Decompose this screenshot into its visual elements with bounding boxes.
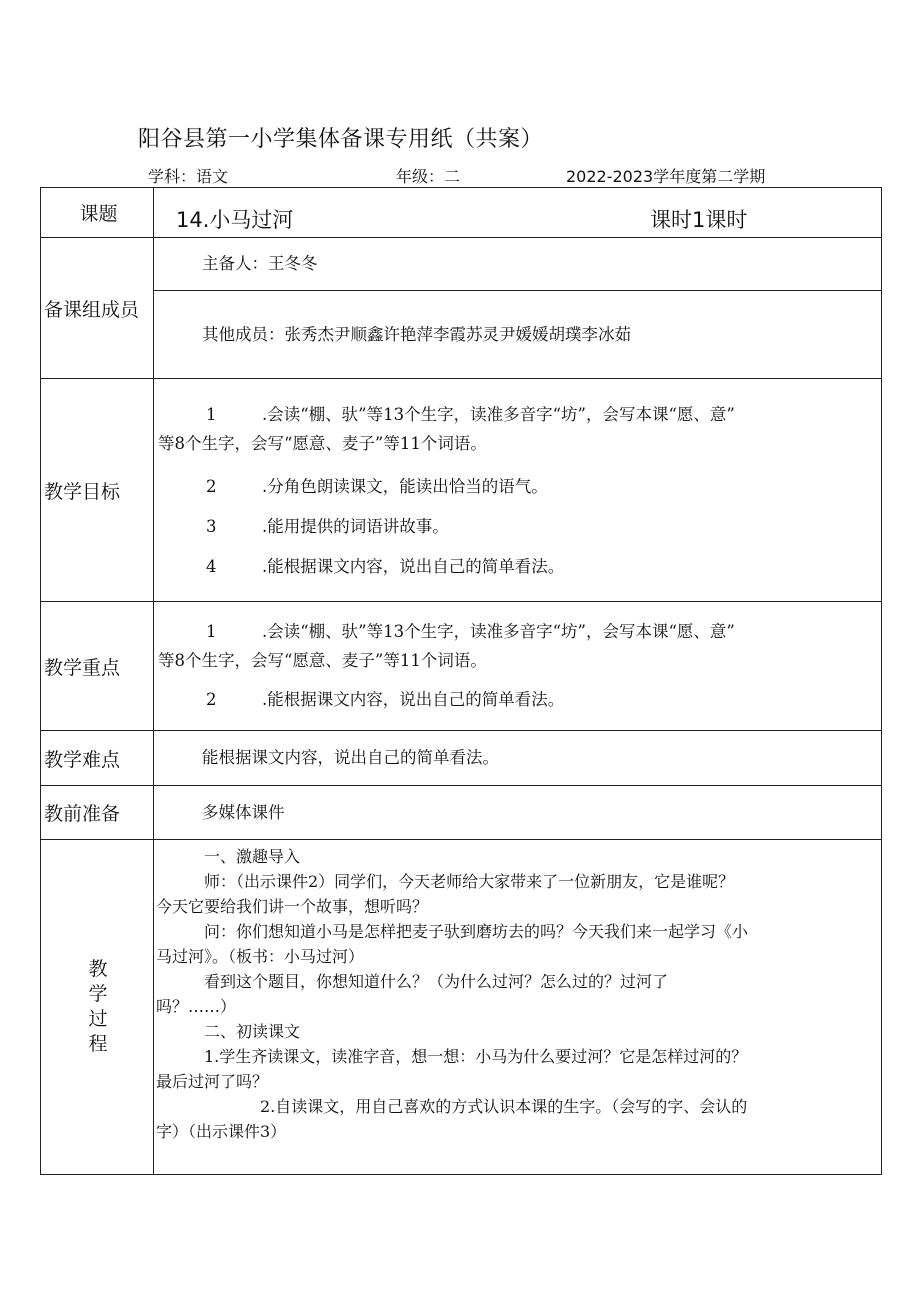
difficulty-cell bbox=[154, 731, 882, 786]
keypoints-label: 教学重点 bbox=[41, 602, 154, 731]
keypoint-item-1: 1 .会读“棚、驮”等13个生字，读准多音字“坊”，会写本课“愿、意” bbox=[206, 622, 735, 641]
keypoint-item-2: 2 .能根据课文内容，说出自己的简单看法。 bbox=[206, 690, 565, 709]
term-label: 2022-2023学年度第二学期 bbox=[566, 167, 766, 186]
process-line: 看到这个题目，你想知道什么？（为什么过河？怎么过的？过河了 bbox=[204, 972, 669, 991]
process-line: 师：（出示课件2）同学们，今天老师给大家带来了一位新朋友，它是谁呢？ bbox=[204, 872, 735, 891]
lesson-hours: 课时1课时 bbox=[650, 208, 748, 232]
team-others-row bbox=[41, 291, 882, 379]
topic-label: 课题 bbox=[41, 188, 154, 238]
team-lead: 主备人：王冬冬 bbox=[202, 254, 318, 273]
goals-label: 教学目标 bbox=[41, 379, 154, 602]
goals-cell bbox=[154, 379, 882, 602]
team-row bbox=[41, 238, 882, 291]
process-line: 字）（出示课件3） bbox=[156, 1122, 287, 1141]
team-others-cell bbox=[154, 291, 882, 379]
process-line: 1.学生齐读课文，读准字音，想一想：小马为什么要过河？它是怎样过河的？ bbox=[204, 1047, 748, 1066]
process-label-cell bbox=[41, 840, 154, 1175]
preparation-cell bbox=[154, 786, 882, 840]
subject-label: 学科：语文 bbox=[148, 167, 229, 186]
difficulty-text: 能根据课文内容，说出自己的简单看法。 bbox=[202, 748, 499, 767]
process-line: 问：你们想知道小马是怎样把麦子驮到磨坊去的吗？今天我们来一起学习《小 bbox=[204, 922, 749, 941]
goal-item-4: 4 .能根据课文内容，说出自己的简单看法。 bbox=[206, 557, 565, 576]
process-line: 2.自读课文，用自己喜欢的方式认识本课的生字。（会写的字、会认的 bbox=[260, 1097, 748, 1116]
process-line: 吗？……） bbox=[156, 997, 237, 1016]
difficulty-row bbox=[41, 731, 882, 786]
goal-item-3: 3 .能用提供的词语讲故事。 bbox=[206, 517, 449, 536]
goal-item-1: 1 .会读“棚、驮”等13个生字，读准多音字“坊”，会写本课“愿、意” bbox=[206, 405, 735, 424]
goals-row bbox=[41, 379, 882, 602]
keypoints-cell bbox=[154, 602, 882, 731]
keypoints-row bbox=[41, 602, 882, 731]
page-title: 阳谷县第一小学集体备课专用纸（共案） bbox=[138, 127, 544, 152]
preparation-text: 多媒体课件 bbox=[202, 802, 285, 822]
team-lead-cell bbox=[154, 238, 882, 291]
process-row bbox=[41, 840, 882, 1175]
difficulty-label: 教学难点 bbox=[41, 731, 154, 786]
process-line: 今天它要给我们讲一个故事，想听吗？ bbox=[156, 897, 429, 916]
process-line: 最后过河了吗？ bbox=[156, 1072, 269, 1091]
keypoint-item-1-cont: 等8个生字，会写“愿意、麦子”等11个词语。 bbox=[158, 651, 487, 670]
team-label: 备课组成员 bbox=[41, 238, 154, 379]
preparation-label: 教前准备 bbox=[41, 786, 154, 840]
process-label: 教 学 过 程 bbox=[88, 958, 108, 1055]
grade-label: 年级：二 bbox=[396, 167, 461, 186]
goal-item-2: 2 .分角色朗读课文，能读出恰当的语气。 bbox=[206, 477, 548, 496]
preparation-row bbox=[41, 786, 882, 840]
goal-item-1-cont: 等8个生字，会写“愿意、麦子”等11个词语。 bbox=[158, 434, 487, 453]
process-cell bbox=[154, 840, 882, 1175]
process-line: 一、激趣导入 bbox=[204, 847, 301, 866]
process-line: 二、初读课文 bbox=[204, 1022, 301, 1041]
process-line: 马过河》。（板书：小马过河） bbox=[156, 947, 365, 966]
lesson-plan-table bbox=[40, 187, 882, 1175]
lesson-title: 14.小马过河 bbox=[176, 208, 294, 232]
topic-row bbox=[41, 188, 882, 238]
team-others: 其他成员：张秀杰尹顺鑫许艳萍李霞苏灵尹媛媛胡璞李冰茹 bbox=[202, 324, 631, 344]
